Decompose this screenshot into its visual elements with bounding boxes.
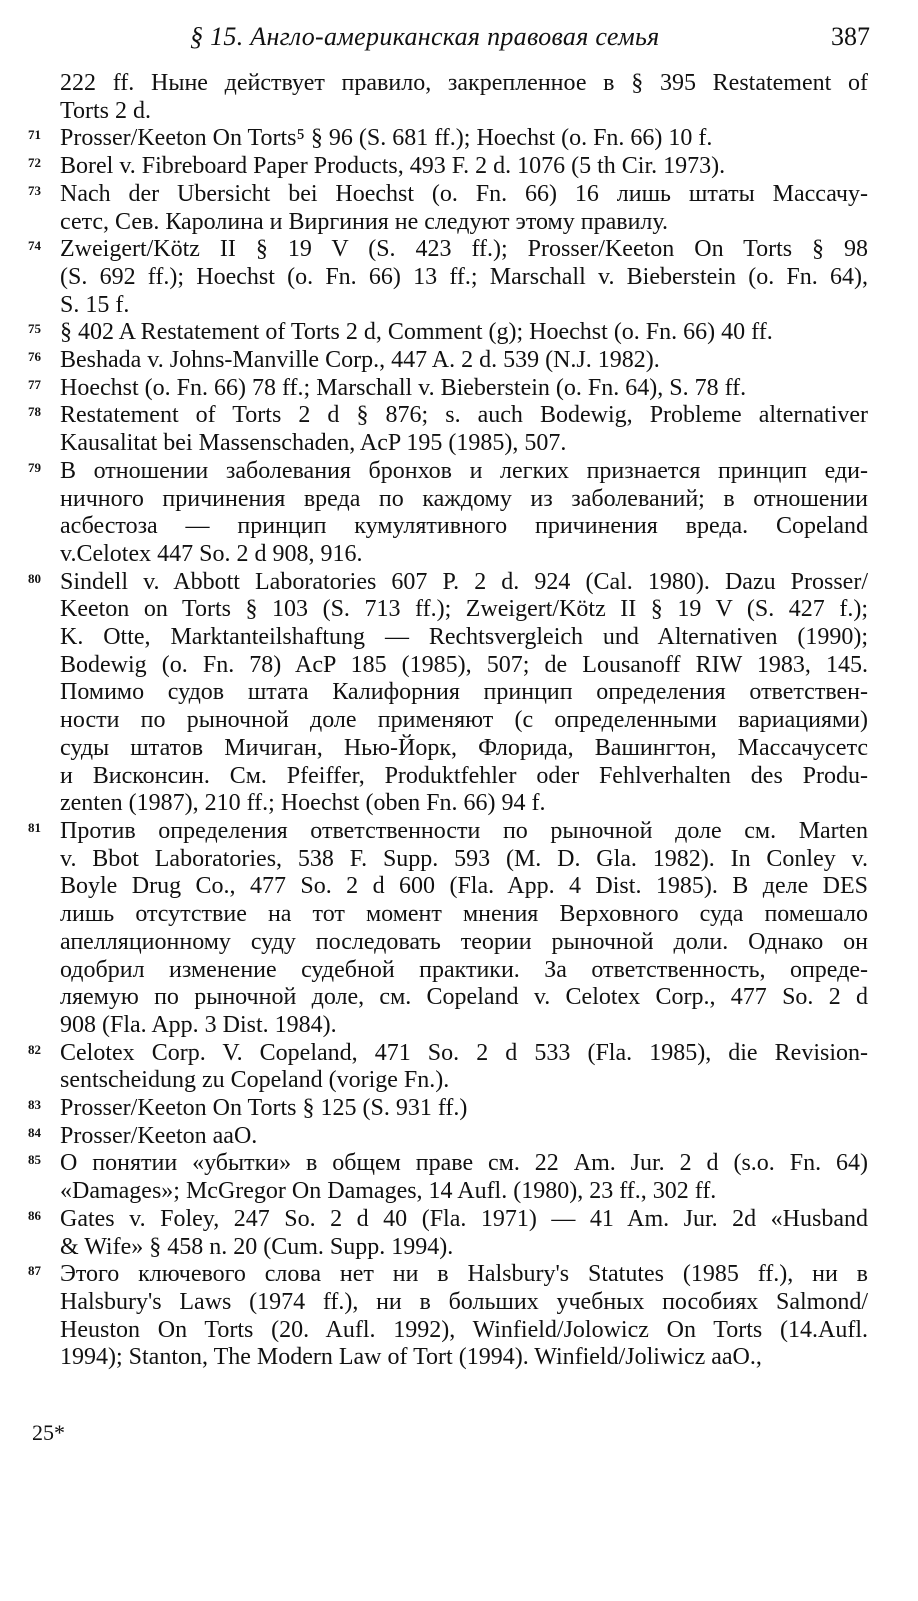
footnote bbox=[0, 347, 918, 375]
footnote-number: 73 bbox=[28, 182, 41, 198]
footnote-line: ничного причинения вреда по каждому из заболеваний; в отношении bbox=[60, 485, 868, 512]
footnote-line: Zweigert/Kötz II § 19 V (S. 423 ff.); Prosser/Keeton On Torts § 98 bbox=[60, 236, 868, 263]
footnote-line: K. Otte, Marktanteilshaftung — Rechtsvergleich und Alternativen (1990); bbox=[60, 624, 868, 651]
footnote-line: Borel v. Fibreboard Paper Products, 493 F. 2 d. 1076 (5 th Cir. 1973). bbox=[60, 153, 726, 180]
footnote bbox=[0, 1150, 918, 1205]
footnote-line: Nach der Ubersicht bei Hoechst (o. Fn. 66) 16 лишь штаты Массачу- bbox=[60, 180, 868, 207]
running-header bbox=[190, 22, 880, 56]
footnote-line: Restatement of Torts 2 d § 876; s. auch Bodewig, Probleme alternativer bbox=[60, 402, 868, 429]
footnote-line: Keeton on Torts § 103 (S. 713 ff.); Zweigert/Kötz II § 19 V (S. 427 f.); bbox=[60, 596, 868, 623]
footnote-line: Boyle Drug Co., 477 So. 2 d 600 (Fla. App. 4 Dist. 1985). В деле DES bbox=[60, 873, 868, 900]
footnotes-block bbox=[0, 70, 918, 1372]
footnote bbox=[0, 153, 918, 181]
footnote bbox=[0, 319, 918, 347]
footnote-line: 1994); Stanton, The Modern Law of Tort (1994). Winfield/Joliwicz aaO., bbox=[60, 1344, 762, 1371]
footnote-line: (S. 692 ff.); Hoechst (o. Fn. 66) 13 ff.; Marschall v. Bieberstein (o. Fn. 64), bbox=[60, 263, 868, 290]
footnote-line: S. 15 f. bbox=[60, 291, 130, 318]
footnote-line: 908 (Fla. App. 3 Dist. 1984). bbox=[60, 1011, 337, 1038]
footnote-line: Bodewig (o. Fn. 78) AcP 185 (1985), 507; de Lousanoff RIW 1983, 145. bbox=[60, 651, 868, 678]
footnote bbox=[0, 70, 918, 125]
footnote bbox=[0, 1095, 918, 1123]
footnote-line: асбестоза — принцип кумулятивного причинения вреда. Copeland bbox=[60, 513, 868, 540]
footnote-line: лишь отсутствие на тот момент мнения Верховного суда помешало bbox=[60, 901, 868, 928]
footnote-number: 83 bbox=[28, 1097, 41, 1113]
footnote-number: 79 bbox=[28, 459, 41, 475]
footnote-line: § 402 A Restatement of Torts 2 d, Comment (g); Hoechst (o. Fn. 66) 40 ff. bbox=[60, 319, 773, 346]
footnote-number: 74 bbox=[28, 238, 41, 254]
footnote-line: 222 ff. Ныне действует правило, закрепленное в § 395 Restatement of bbox=[60, 70, 868, 96]
footnote bbox=[0, 458, 918, 569]
footnote-line: v. Bbot Laboratories, 538 F. Supp. 593 (M. D. Gla. 1982). In Conley v. bbox=[60, 845, 868, 872]
footnote bbox=[0, 569, 918, 818]
footnote-number: 80 bbox=[28, 570, 41, 586]
footnote-line: Против определения ответственности по рыночной доле см. Marten bbox=[60, 817, 868, 844]
footnote bbox=[0, 181, 918, 236]
footnote-number: 75 bbox=[28, 321, 41, 337]
footnote bbox=[0, 125, 918, 153]
footnote-number: 87 bbox=[28, 1263, 41, 1279]
footnote-number: 72 bbox=[28, 155, 41, 171]
footnote-line: Prosser/Keeton On Torts⁵ § 96 (S. 681 ff.); Hoechst (o. Fn. 66) 10 f. bbox=[60, 125, 713, 152]
footnote-line: О понятии «убытки» в общем праве см. 22 Am. Jur. 2 d (s.o. Fn. 64) bbox=[60, 1150, 868, 1177]
footnote-number: 81 bbox=[28, 819, 41, 835]
footnote-line: В отношении заболевания бронхов и легких признается принцип еди- bbox=[60, 457, 868, 484]
footnote-line: Beshada v. Johns-Manville Corp., 447 A. 2 d. 539 (N.J. 1982). bbox=[60, 347, 660, 374]
footnote-line: апелляционному суду последовать теории рыночной доли. Однако он bbox=[60, 928, 868, 955]
footnote-line: Prosser/Keeton On Torts § 125 (S. 931 ff.) bbox=[60, 1095, 468, 1122]
footnote-line: Kausalitat bei Massenschaden, AcP 195 (1985), 507. bbox=[60, 430, 567, 457]
footnote bbox=[0, 1261, 918, 1372]
footnote-line: Этого ключевого слова нет ни в Halsbury's Statutes (1985 ff.), ни в bbox=[60, 1261, 868, 1288]
footnote-line: v.Celotex 447 So. 2 d 908, 916. bbox=[60, 540, 363, 567]
running-title: § 15. Англо-американская правовая семья bbox=[190, 22, 660, 51]
footnote-line: Prosser/Keeton aaO. bbox=[60, 1122, 258, 1149]
footnote-number: 76 bbox=[28, 349, 41, 365]
footnote-line: sentscheidung zu Copeland (vorige Fn.). bbox=[60, 1067, 450, 1094]
footnote-number: 77 bbox=[28, 376, 41, 392]
footnote-number: 82 bbox=[28, 1041, 41, 1057]
footnote bbox=[0, 402, 918, 457]
footnote-line: сетс, Сев. Каролина и Виргиния не следуют этому правилу. bbox=[60, 208, 668, 235]
footnote bbox=[0, 375, 918, 403]
footnote-number: 71 bbox=[28, 127, 41, 143]
signature-mark: 25* bbox=[32, 1420, 65, 1445]
footnote bbox=[0, 236, 918, 319]
footnote-line: Gates v. Foley, 247 So. 2 d 40 (Fla. 1971) — 41 Am. Jur. 2d «Husband bbox=[60, 1205, 868, 1232]
footnote bbox=[0, 1123, 918, 1151]
footnote bbox=[0, 818, 918, 1040]
footnote-number: 86 bbox=[28, 1207, 41, 1223]
footnote-line: & Wife» § 458 n. 20 (Cum. Supp. 1994). bbox=[60, 1233, 454, 1260]
footnote bbox=[0, 1040, 918, 1095]
footnote-line: Torts 2 d. bbox=[60, 97, 151, 124]
footnote-line: Heuston On Torts (20. Aufl. 1992), Winfield/Jolowicz On Torts (14.Aufl. bbox=[60, 1316, 868, 1343]
footnote-line: Halsbury's Laws (1974 ff.), ни в больших учебных пособиях Salmond/ bbox=[60, 1288, 868, 1315]
footnote-line: суды штатов Мичиган, Нью-Йорк, Флорида, Вашингтон, Массачусетс bbox=[60, 734, 868, 761]
footnote-number: 85 bbox=[28, 1152, 41, 1168]
footnote-line: ляемую по рыночной доле, см. Copeland v. Celotex Corp., 477 So. 2 d bbox=[60, 984, 868, 1011]
footnote-line: Помимо судов штата Калифорния принцип определения ответствен- bbox=[60, 679, 868, 706]
footnote-line: Hoechst (o. Fn. 66) 78 ff.; Marschall v. Bieberstein (o. Fn. 64), S. 78 ff. bbox=[60, 374, 747, 401]
footnote-number: 84 bbox=[28, 1124, 41, 1140]
footnote-line: zenten (1987), 210 ff.; Hoechst (oben Fn. 66) 94 f. bbox=[60, 790, 546, 817]
footnote-line: Celotex Corp. V. Copeland, 471 So. 2 d 533 (Fla. 1985), die Revision- bbox=[60, 1039, 868, 1066]
footnote-line: Sindell v. Abbott Laboratories 607 P. 2 d. 924 (Cal. 1980). Dazu Prosser/ bbox=[60, 568, 868, 595]
footnote-line: и Висконсин. См. Pfeiffer, Produktfehler oder Fehlverhalten des Produ- bbox=[60, 762, 868, 789]
footnote-line: одобрил изменение судебной практики. За ответственность, опреде- bbox=[60, 956, 868, 983]
page-number: 387 bbox=[831, 22, 870, 51]
footnote-line: ности по рыночной доле применяют (с определенными вариациями) bbox=[60, 707, 868, 734]
footnote-line: «Damages»; McGregor On Damages, 14 Aufl. (1980), 23 ff., 302 ff. bbox=[60, 1178, 717, 1205]
footnote-number: 78 bbox=[28, 404, 41, 420]
footnote bbox=[0, 1206, 918, 1261]
